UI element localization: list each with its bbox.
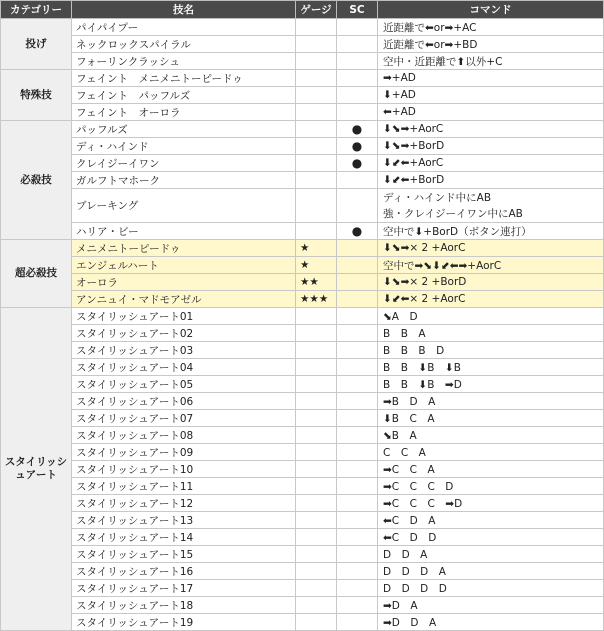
move-name-cell: スタイリッシュアート09 — [72, 444, 296, 461]
table-row — [1, 138, 604, 155]
table-row — [1, 478, 604, 495]
gauge-cell: ★ — [296, 240, 337, 257]
move-name-cell: スタイリッシュアート10 — [72, 461, 296, 478]
sc-cell — [337, 495, 378, 512]
move-name-cell: ガルフトマホーク — [72, 172, 296, 189]
sc-cell — [337, 19, 378, 36]
move-name-cell: スタイリッシュアート01 — [72, 308, 296, 325]
command-cell: ⬇⬊➡+AorC — [378, 121, 604, 138]
gauge-cell — [296, 155, 337, 172]
move-name-cell: フェイント パッフルズ — [72, 87, 296, 104]
sc-cell — [337, 410, 378, 427]
table-row — [1, 223, 604, 240]
gauge-cell — [296, 138, 337, 155]
gauge-cell — [296, 342, 337, 359]
command-cell: ➡C C C ➡D — [378, 495, 604, 512]
sc-cell — [337, 393, 378, 410]
sc-cell — [337, 189, 378, 223]
category-cell: スタイリッシュアート — [1, 308, 72, 631]
header-row — [1, 1, 604, 19]
sc-cell — [337, 240, 378, 257]
command-cell: 空中で➡⬊⬇⬋⬅➡+AorC — [378, 257, 604, 274]
move-name-cell: スタイリッシュアート02 — [72, 325, 296, 342]
table-row — [1, 546, 604, 563]
sc-cell — [337, 546, 378, 563]
sc-cell — [337, 121, 378, 138]
sc-cell — [337, 580, 378, 597]
table-row — [1, 291, 604, 308]
table-row — [1, 393, 604, 410]
gauge-cell — [296, 87, 337, 104]
gauge-cell — [296, 36, 337, 53]
gauge-cell — [296, 19, 337, 36]
header-command: コマンド — [378, 1, 604, 19]
gauge-cell — [296, 580, 337, 597]
gauge-cell: ★★★ — [296, 291, 337, 308]
command-cell: D D D A — [378, 563, 604, 580]
move-name-cell: スタイリッシュアート08 — [72, 427, 296, 444]
sc-cell — [337, 172, 378, 189]
move-name-cell: ブレーキング — [72, 189, 296, 223]
sc-cell — [337, 70, 378, 87]
move-name-cell: エンジェルハート — [72, 257, 296, 274]
gauge-cell — [296, 461, 337, 478]
command-cell: 近距離で⬅or➡+AC — [378, 19, 604, 36]
gauge-cell — [296, 393, 337, 410]
sc-cell — [337, 138, 378, 155]
command-cell: ⬇+AD — [378, 87, 604, 104]
sc-cell — [337, 376, 378, 393]
header-gauge: ゲージ — [296, 1, 337, 19]
gauge-cell — [296, 70, 337, 87]
gauge-cell — [296, 427, 337, 444]
table-row — [1, 36, 604, 53]
gauge-cell — [296, 563, 337, 580]
move-name-cell: スタイリッシュアート07 — [72, 410, 296, 427]
move-name-cell: スタイリッシュアート03 — [72, 342, 296, 359]
command-cell: ⬅+AD — [378, 104, 604, 121]
table-row — [1, 444, 604, 461]
sc-cell — [337, 104, 378, 121]
command-cell: ➡+AD — [378, 70, 604, 87]
move-name-cell: ネックロックスパイラル — [72, 36, 296, 53]
sc-cell — [337, 223, 378, 240]
header-move-name: 技名 — [72, 1, 296, 19]
command-cell: B B B D — [378, 342, 604, 359]
command-cell: B B A — [378, 325, 604, 342]
table-row — [1, 359, 604, 376]
sc-cell — [337, 359, 378, 376]
move-name-cell: スタイリッシュアート19 — [72, 614, 296, 631]
command-cell: 空中で⬇+BorD（ボタン連打） — [378, 223, 604, 240]
header-category: カテゴリー — [1, 1, 72, 19]
command-cell: ➡C C A — [378, 461, 604, 478]
sc-cell — [337, 597, 378, 614]
move-name-cell: スタイリッシュアート11 — [72, 478, 296, 495]
gauge-cell — [296, 597, 337, 614]
gauge-cell — [296, 444, 337, 461]
gauge-cell — [296, 325, 337, 342]
command-line: 強・クレイジーイワン中にAB — [383, 207, 523, 220]
command-cell: ➡B D A — [378, 393, 604, 410]
gauge-cell — [296, 546, 337, 563]
command-cell: ⬇⬋⬅+AorC — [378, 155, 604, 172]
sc-cell — [337, 53, 378, 70]
sc-cell — [337, 257, 378, 274]
command-cell: ⬅C D A — [378, 512, 604, 529]
command-cell: ⬊A D — [378, 308, 604, 325]
table-row — [1, 172, 604, 189]
table-row — [1, 189, 604, 223]
gauge-cell — [296, 410, 337, 427]
move-name-cell: スタイリッシュアート17 — [72, 580, 296, 597]
sc-mark-icon: ● — [351, 156, 363, 170]
move-name-cell: スタイリッシュアート06 — [72, 393, 296, 410]
gauge-cell — [296, 478, 337, 495]
command-cell: B B ⬇B ⬇B — [378, 359, 604, 376]
table-row — [1, 427, 604, 444]
move-name-cell: オーロラ — [72, 274, 296, 291]
command-cell: C C A — [378, 444, 604, 461]
command-cell: 近距離で⬅or➡+BD — [378, 36, 604, 53]
sc-cell — [337, 614, 378, 631]
command-cell: ⬇⬋⬅× 2 +AorC — [378, 291, 604, 308]
command-cell: ⬇B C A — [378, 410, 604, 427]
command-line: ディ・ハインド中にAB — [383, 191, 492, 204]
sc-cell — [337, 478, 378, 495]
move-name-cell: フェイント メニメニトーピードゥ — [72, 70, 296, 87]
sc-cell — [337, 427, 378, 444]
table-row — [1, 155, 604, 172]
move-name-cell: フォーリンクラッシュ — [72, 53, 296, 70]
sc-cell — [337, 155, 378, 172]
category-cell: 必殺技 — [1, 121, 72, 240]
move-name-cell: スタイリッシュアート16 — [72, 563, 296, 580]
move-name-cell: パッフルズ — [72, 121, 296, 138]
table-row — [1, 529, 604, 546]
command-cell: ➡C C C D — [378, 478, 604, 495]
gauge-cell: ★★ — [296, 274, 337, 291]
command-cell: ⬇⬊➡× 2 +BorD — [378, 274, 604, 291]
gauge-cell — [296, 172, 337, 189]
table-row — [1, 563, 604, 580]
command-cell: B B ⬇B ➡D — [378, 376, 604, 393]
move-name-cell: ハリア・ビー — [72, 223, 296, 240]
sc-mark-icon: ● — [351, 139, 363, 153]
table-row — [1, 274, 604, 291]
gauge-cell — [296, 359, 337, 376]
sc-cell — [337, 342, 378, 359]
sc-cell — [337, 291, 378, 308]
command-cell: ⬇⬊➡× 2 +AorC — [378, 240, 604, 257]
table-row — [1, 495, 604, 512]
sc-cell — [337, 461, 378, 478]
table-row — [1, 325, 604, 342]
category-cell: 投げ — [1, 19, 72, 70]
gauge-cell — [296, 189, 337, 223]
move-name-cell: アンニュイ・マドモアゼル — [72, 291, 296, 308]
header-sc: SC — [337, 1, 378, 19]
move-name-cell: スタイリッシュアート13 — [72, 512, 296, 529]
gauge-cell — [296, 512, 337, 529]
command-cell: 空中・近距離で⬆以外+C — [378, 53, 604, 70]
table-row — [1, 121, 604, 138]
move-name-cell: ディ・ハインド — [72, 138, 296, 155]
move-list-body — [1, 19, 604, 631]
category-cell: 特殊技 — [1, 70, 72, 121]
table-row — [1, 19, 604, 36]
move-name-cell: スタイリッシュアート05 — [72, 376, 296, 393]
sc-cell — [337, 274, 378, 291]
gauge-cell — [296, 308, 337, 325]
move-name-cell: スタイリッシュアート14 — [72, 529, 296, 546]
table-row — [1, 342, 604, 359]
table-row — [1, 376, 604, 393]
command-cell: ⬅C D D — [378, 529, 604, 546]
table-row — [1, 240, 604, 257]
table-row — [1, 597, 604, 614]
table-row — [1, 87, 604, 104]
sc-cell — [337, 325, 378, 342]
sc-cell — [337, 444, 378, 461]
table-row — [1, 410, 604, 427]
gauge-cell — [296, 223, 337, 240]
sc-cell — [337, 87, 378, 104]
command-cell — [378, 189, 604, 223]
sc-cell — [337, 563, 378, 580]
sc-cell — [337, 529, 378, 546]
gauge-cell — [296, 529, 337, 546]
move-name-cell: スタイリッシュアート12 — [72, 495, 296, 512]
command-cell: ⬇⬊➡+BorD — [378, 138, 604, 155]
command-cell: ➡D D A — [378, 614, 604, 631]
move-name-cell: クレイジーイワン — [72, 155, 296, 172]
table-row — [1, 614, 604, 631]
command-cell: ➡D A — [378, 597, 604, 614]
table-row — [1, 104, 604, 121]
sc-cell — [337, 512, 378, 529]
command-cell: D D D D — [378, 580, 604, 597]
sc-mark-icon: ● — [351, 224, 363, 238]
table-row — [1, 257, 604, 274]
sc-cell — [337, 36, 378, 53]
table-row — [1, 308, 604, 325]
gauge-cell: ★ — [296, 257, 337, 274]
move-name-cell: フェイント オーロラ — [72, 104, 296, 121]
table-row — [1, 70, 604, 87]
move-name-cell: スタイリッシュアート04 — [72, 359, 296, 376]
gauge-cell — [296, 376, 337, 393]
move-name-cell: スタイリッシュアート18 — [72, 597, 296, 614]
table-row — [1, 580, 604, 597]
command-cell: ⬊B A — [378, 427, 604, 444]
category-cell: 超必殺技 — [1, 240, 72, 308]
gauge-cell — [296, 121, 337, 138]
table-row — [1, 53, 604, 70]
gauge-cell — [296, 53, 337, 70]
command-cell: D D A — [378, 546, 604, 563]
table-row — [1, 512, 604, 529]
move-name-cell: スタイリッシュアート15 — [72, 546, 296, 563]
gauge-cell — [296, 104, 337, 121]
move-name-cell: パイパイプー — [72, 19, 296, 36]
command-cell: ⬇⬋⬅+BorD — [378, 172, 604, 189]
sc-cell — [337, 308, 378, 325]
table-row — [1, 461, 604, 478]
gauge-cell — [296, 495, 337, 512]
move-name-cell: メニメニトーピードゥ — [72, 240, 296, 257]
gauge-cell — [296, 614, 337, 631]
sc-mark-icon: ● — [351, 122, 363, 136]
